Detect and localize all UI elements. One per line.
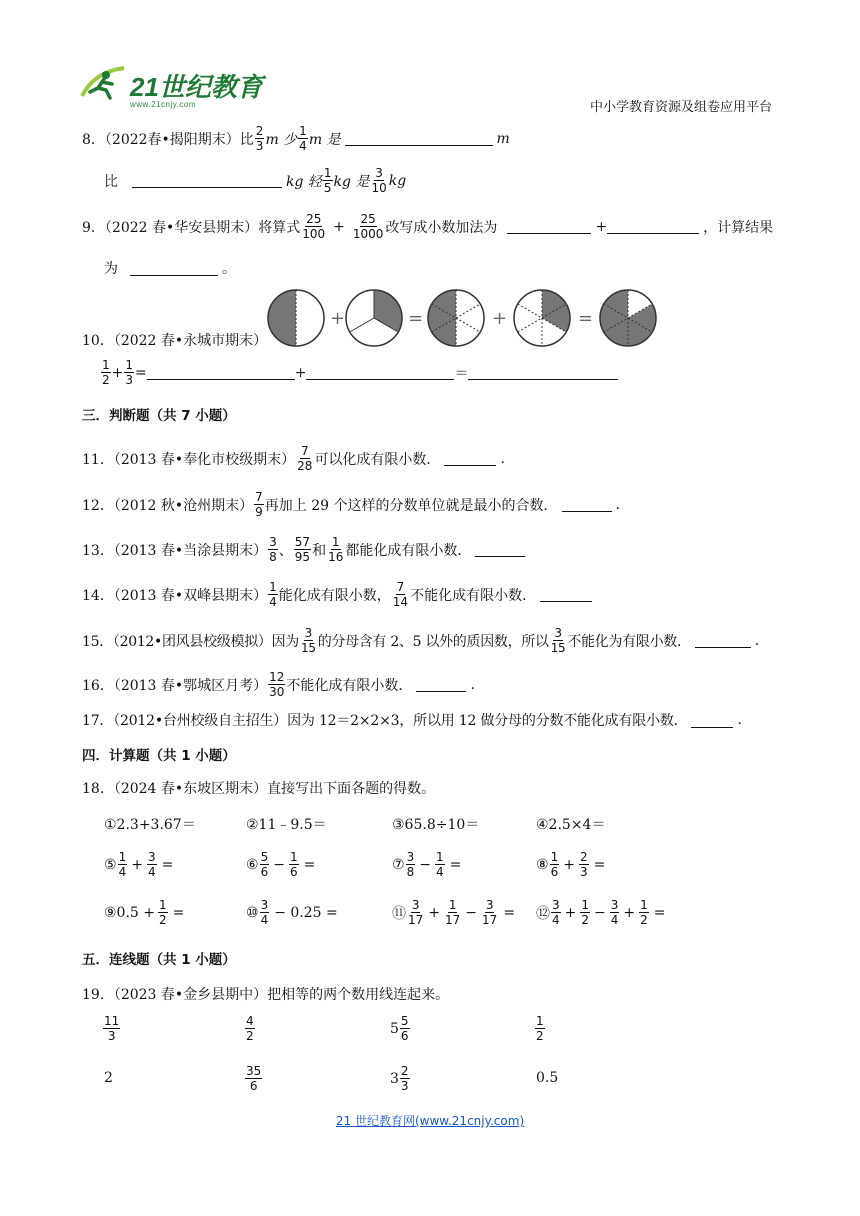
answer-blank[interactable] [468,365,618,380]
answer-blank[interactable] [147,365,295,380]
logo-text: 21世纪教育 [130,72,263,102]
fraction: $\frac{57}{95}$ [294,535,311,564]
fraction: $\frac{3}{15}$ [550,626,566,655]
calc-item-11: ⑪ $\frac{3}{17}$ + $\frac{1}{17}$ − $\frac{3}{17}$ = [392,898,516,927]
match-item-top-1[interactable]: $\frac{11}{3}$ [104,1014,120,1043]
fraction: $\frac{1}{16}$ [328,535,344,564]
fraction: $\frac{3}{8}$ [269,535,277,564]
answer-blank[interactable] [540,587,592,602]
calc-item-2: ②11﹣9.5＝ [246,817,327,833]
fraction: $\frac{2}{3}$ [255,124,264,153]
equals-sign: = [408,308,424,329]
calc-item-8: ⑧ $\frac{1}{6}$ + $\frac{2}{3}$ = [536,850,606,879]
fraction-circles-diagram [266,286,666,350]
answer-blank[interactable] [345,131,493,146]
fraction: $\frac{7}{28}$ [297,444,313,473]
footer [0,1112,860,1129]
calc-item-3: ③65.8÷10＝ [392,817,480,833]
question-14: 14．（2013 春•双峰县期末） $\frac{1}{4}$ 能化成有限小数， $\frac{7}{14}$ 不能化成有限小数． [82,580,596,609]
question-16: 16．（2013 春•鄂城区月考） $\frac{12}{30}$ 不能化成有限小数． . [82,670,475,699]
match-item-top-4[interactable]: $\frac{1}{2}$ [536,1014,544,1043]
question-11: 11．（2013 春•奉化市校级期末） $\frac{7}{28}$ 可以化成有限小数． . [82,444,505,473]
site-logo [80,66,263,109]
footer-link[interactable]: 21 世纪教育网(www.21cnjy.com) [335,1114,525,1128]
fraction: $\frac{1}{2}$ [102,358,110,387]
calc-item-6: ⑥ $\frac{5}{6}$ − $\frac{1}{6}$ = [246,850,316,879]
fraction: $\frac{1}{4}$ [299,124,307,153]
calc-item-7: ⑦ $\frac{3}{8}$ − $\frac{1}{4}$ = [392,850,462,879]
match-item-top-3[interactable]: 5 $\frac{5}{6}$ [390,1014,409,1043]
answer-blank[interactable] [695,633,751,648]
question-9-line-2: 为 。 [104,261,236,277]
question-9-line-1: 9．（2022 春•华安县期末）将算式 $\frac{25}{100}$ + $\frac{25}{1000}$ 改写成小数加法为 + ，计算结果 [82,212,774,241]
answer-blank[interactable] [607,219,699,234]
fraction: $\frac{12}{30}$ [269,670,285,699]
fraction: $\frac{3}{10}$ [371,166,387,195]
answer-blank[interactable] [444,451,496,466]
answer-blank[interactable] [562,497,612,512]
logo-subtext: www.21cnjy.com [130,100,196,109]
question-15: 15．（2012•团风县校级模拟）因为 $\frac{3}{15}$ 的分母含有 2、5 以外的质因数，所以 $\frac{3}{15}$ 不能化为有限小数． . [82,626,759,655]
section-heading-matching: 五．连线题（共 1 小题） [82,952,236,968]
fraction: $\frac{1}{4}$ [269,580,277,609]
question-8-line-2: 比 kg 轻 $\frac{1}{5}$ kg 是 $\frac{3}{10}$ kg [104,166,407,195]
runner-icon [80,66,126,100]
question-18-text: 18．（2024 春•东坡区期末）直接写出下面各题的得数。 [82,781,436,797]
fraction: $\frac{3}{15}$ [301,626,316,655]
calc-item-12: ⑫ $\frac{3}{4}$ + $\frac{1}{2}$ − $\frac{3}{4}$ + $\frac{1}{2}$ = [536,898,666,927]
circle-three-sixths [428,290,484,346]
match-item-bottom-1[interactable]: 2 [104,1070,113,1086]
question-10-source: 10．（2022 春•永城市期末） [82,333,268,349]
match-item-bottom-3[interactable]: 3 $\frac{2}{3}$ [390,1064,409,1093]
circle-five-sixths [600,290,656,346]
answer-blank[interactable] [475,542,525,557]
fraction: $\frac{7}{14}$ [392,580,409,609]
question-12: 12．（2012 秋•沧州期末） $\frac{7}{9}$ 再加上 29 个这样的分数单位就是最小的合数． . [82,490,620,519]
question-10-expression: $\frac{1}{2}$ + $\frac{1}{3}$ = + ＝ [100,358,618,387]
question-8-line-1: 8．（2022春•揭阳期末）比 $\frac{2}{3}$ m 少 $\frac{1}{4}$ m 是 m [82,124,510,153]
answer-blank[interactable] [130,261,218,276]
match-item-bottom-2[interactable]: $\frac{35}{6}$ [246,1064,262,1093]
calc-item-5: ⑤ $\frac{1}{4}$ + $\frac{3}{4}$ = [104,850,174,879]
circle-half [268,290,324,346]
section-heading-calculation: 四．计算题（共 1 小题） [82,748,236,764]
circle-two-sixths [514,290,570,346]
plus-sign: + [492,308,508,329]
calc-item-10: ⑩ $\frac{3}{4}$ − 0.25 = [246,898,338,927]
calc-item-9: ⑨0.5 + $\frac{1}{2}$ = [104,898,185,927]
question-13: 13．（2013 春•当涂县期末） $\frac{3}{8}$ 、 $\frac{57}{95}$ 和 $\frac{1}{16}$ 都能化成有限小数． [82,535,529,564]
fraction: $\frac{25}{100}$ [302,212,326,241]
answer-blank[interactable] [507,219,591,234]
answer-blank[interactable] [416,677,466,692]
header-platform-name: 中小学教育资源及组卷应用平台 [589,100,772,115]
section-heading-judgement: 三．判断题（共 7 小题） [82,408,236,424]
fraction: $\frac{25}{1000}$ [352,212,384,241]
fraction: $\frac{7}{9}$ [255,490,263,519]
answer-blank[interactable] [306,365,454,380]
plus-sign: + [330,308,346,329]
answer-blank[interactable] [691,713,733,728]
match-item-top-2[interactable]: $\frac{4}{2}$ [246,1014,254,1043]
equals-sign: = [578,308,594,329]
question-19-text: 19．（2023 春•金乡县期中）把相等的两个数用线连起来。 [82,987,450,1003]
fraction: $\frac{1}{5}$ [323,166,332,195]
calc-item-4: ④2.5×4＝ [536,817,606,833]
fraction: $\frac{1}{3}$ [125,358,134,387]
circle-third [346,290,402,346]
answer-blank[interactable] [132,173,282,188]
question-17: 17．（2012•台州校级自主招生）因为 12＝2×2×3，所以用 12 做分母的分数不能化成有限小数． . [82,712,742,729]
match-item-bottom-4[interactable]: 0.5 [536,1070,559,1086]
calc-item-1: ①2.3+3.67＝ [104,817,196,833]
